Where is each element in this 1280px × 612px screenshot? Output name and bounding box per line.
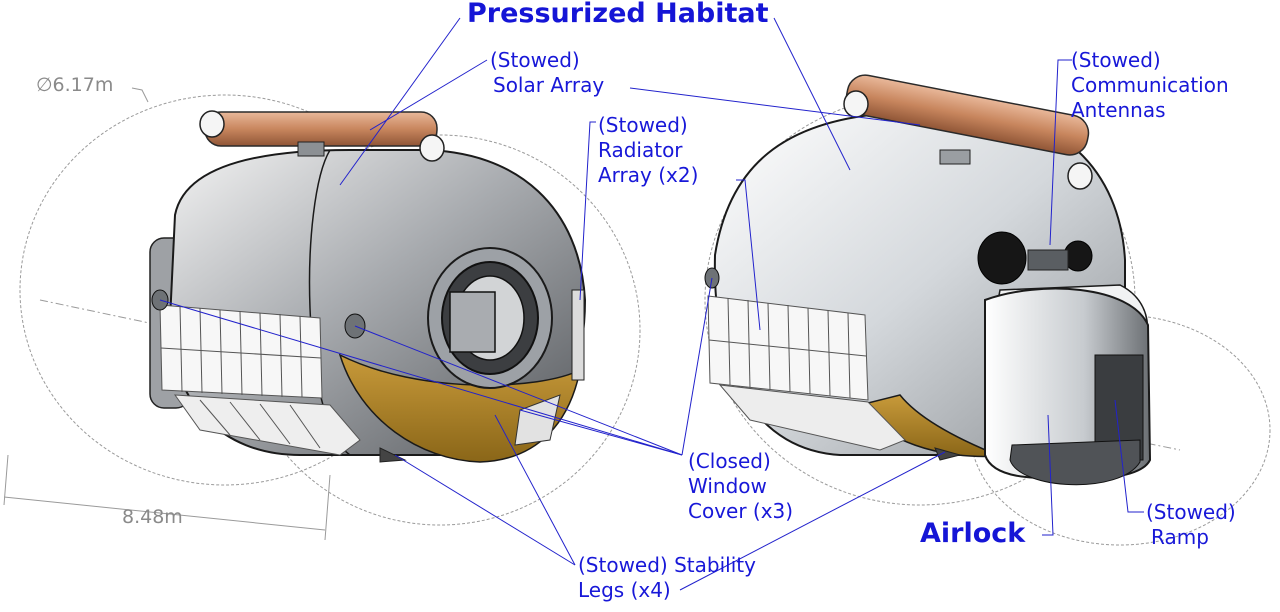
label-line: Cover (x3) [688, 499, 794, 523]
label-line: Window [688, 474, 767, 498]
label-stability-legs [578, 553, 756, 603]
length-dimension: 8.48m [122, 506, 183, 528]
left-radiator-upper [160, 305, 322, 398]
label-line: (Stowed) [490, 48, 580, 72]
label-ramp [1146, 500, 1236, 550]
label-line: Array (x2) [598, 163, 699, 187]
label-solar-array [490, 48, 604, 98]
label-airlock: Airlock [920, 518, 1026, 549]
label-line: Legs (x4) [578, 578, 671, 602]
label-line: Antennas [1071, 98, 1166, 122]
label-line: (Stowed) [1071, 48, 1161, 72]
right-habitat [705, 72, 1150, 485]
page-title: Pressurized Habitat [467, 0, 769, 29]
label-line: Radiator [598, 138, 683, 162]
label-line: (Stowed) Stability [578, 553, 756, 577]
label-line: (Stowed) [598, 113, 688, 137]
label-line: Ramp [1151, 525, 1209, 549]
left-habitat [150, 111, 585, 462]
label-window-cover [688, 449, 793, 524]
label-line: (Closed) [688, 449, 771, 473]
diameter-dimension: ∅6.17m [36, 74, 114, 96]
label-line: (Stowed) [1146, 500, 1236, 524]
label-communication-antennas [1071, 48, 1229, 123]
label-radiator-array [598, 113, 698, 188]
label-line: Solar Array [493, 73, 605, 97]
label-line: Communication [1071, 73, 1229, 97]
